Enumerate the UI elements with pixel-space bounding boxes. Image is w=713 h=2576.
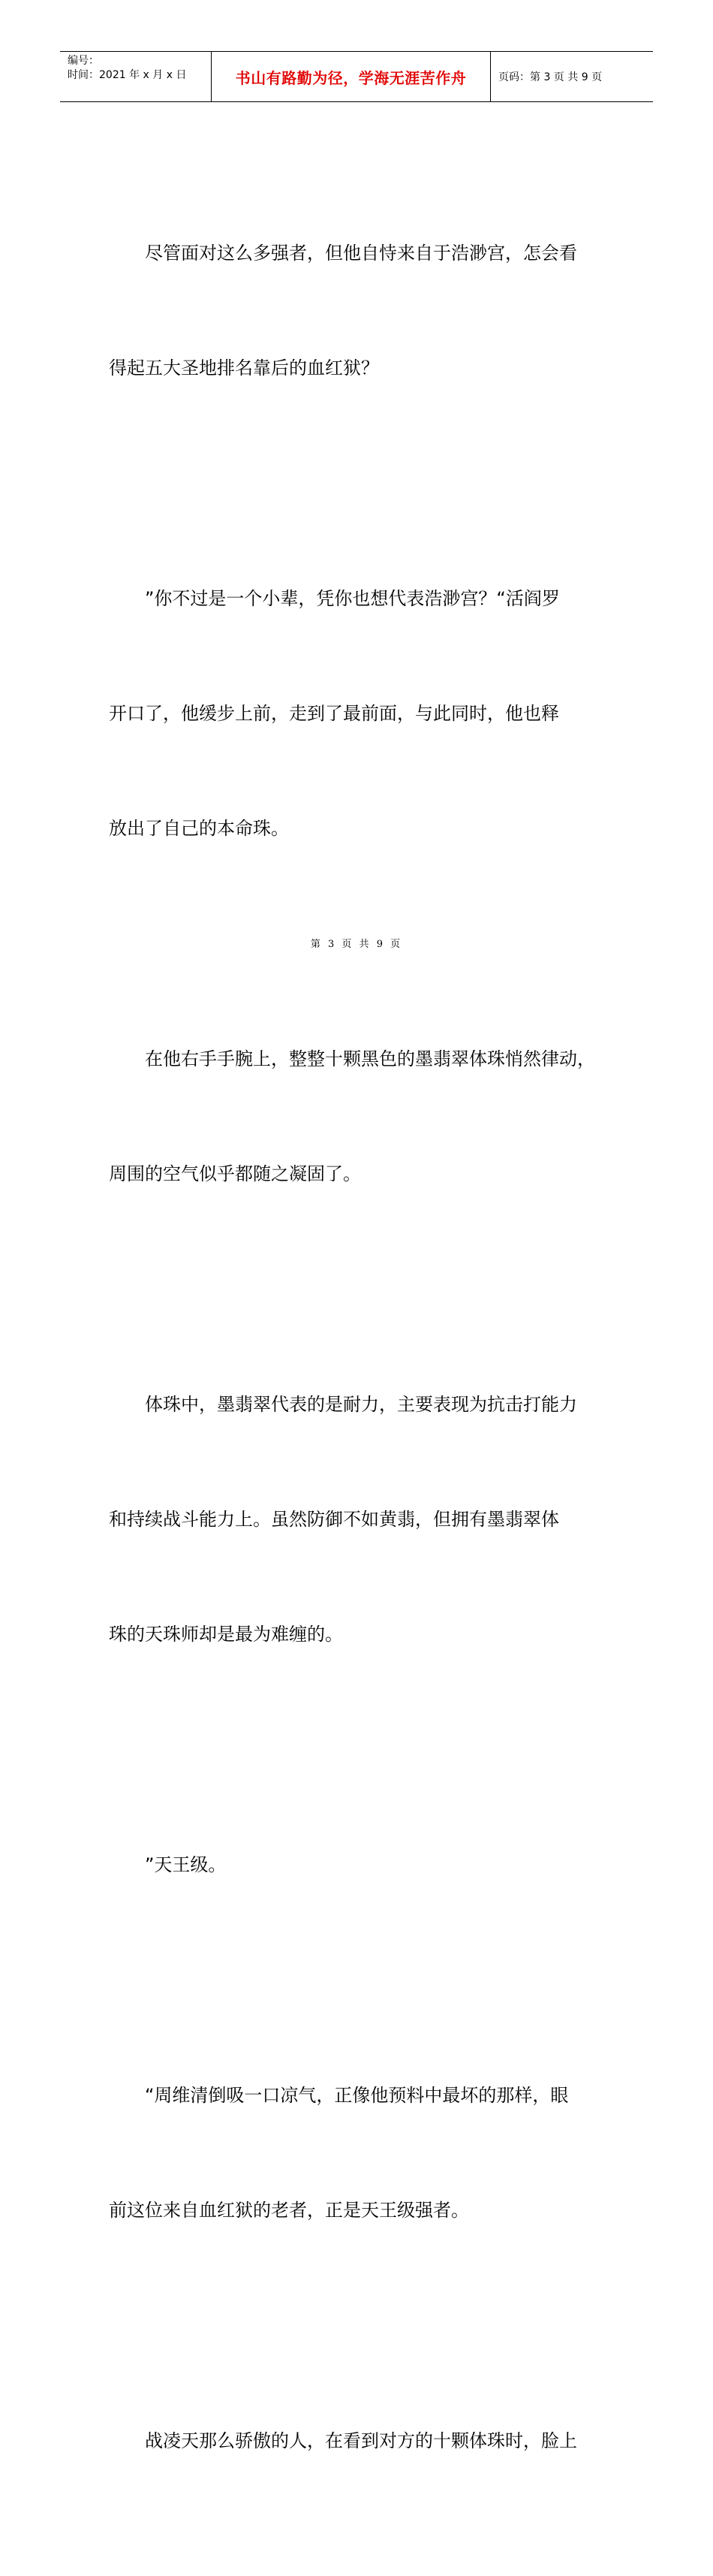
page-footer: 第 3 页 共 9 页 (310, 939, 403, 950)
paragraph-line: 前这位来自血红狱的老者，正是天王级强者。 (109, 2200, 469, 2221)
paragraph-line: 和持续战斗能力上。虽然防御不如黄翡，但拥有墨翡翠体 (109, 1509, 559, 1530)
paragraph-line: 尽管面对这么多强者，但他自恃来自于浩渺宫，怎会看 (109, 243, 577, 264)
header-meta-cell (60, 52, 212, 101)
header-motto: 书山有路勤为径，学海无涯苦作舟 (212, 52, 491, 101)
document-header (60, 51, 653, 102)
document-time-label: 时间：2021 年 x 月 x 日 (68, 69, 187, 81)
paragraph-line: “周维清倒吸一口凉气，正像他预料中最坏的那样，眼 (109, 2085, 569, 2106)
paragraph-line: 得起五大圣地排名靠后的血红狱？ (109, 357, 379, 379)
paragraph-4 (109, 1309, 619, 1730)
paragraph-line: 战凌天那么骄傲的人，在看到对方的十颗体珠时，脸上 (109, 2430, 577, 2451)
paragraph-6 (109, 2000, 619, 2306)
paragraph-line: 在他右手手腕上，整整十颗黑色的墨翡翠体珠悄然律动， (109, 1048, 595, 1069)
paragraph-3 (109, 964, 619, 1270)
header-page-info: 页码：第 3 页 共 9 页 (498, 71, 603, 83)
paragraph-2 (109, 503, 619, 925)
paragraph-1 (109, 158, 619, 464)
paragraph-5 (109, 1769, 619, 1961)
paragraph-7 (109, 2345, 619, 2537)
paragraph-line: 珠的天珠师却是最为难缠的。 (109, 1624, 343, 1645)
paragraph-line: 开口了，他缓步上前，走到了最前面，与此同时，他也释 (109, 703, 559, 724)
document-number-label: 编号： (68, 55, 99, 67)
document-body (109, 158, 619, 2576)
paragraph-line: 体珠中，墨翡翠代表的是耐力，主要表现为抗击打能力 (109, 1394, 577, 1415)
paragraph-line: ”天王级。 (109, 1854, 227, 1875)
paragraph-line: 周围的空气似乎都随之凝固了。 (109, 1163, 361, 1184)
paragraph-line: ”你不过是一个小辈，凭你也想代表浩渺宫？“活阎罗 (109, 588, 560, 609)
paragraph-line: 放出了自己的本命珠。 (109, 818, 289, 839)
